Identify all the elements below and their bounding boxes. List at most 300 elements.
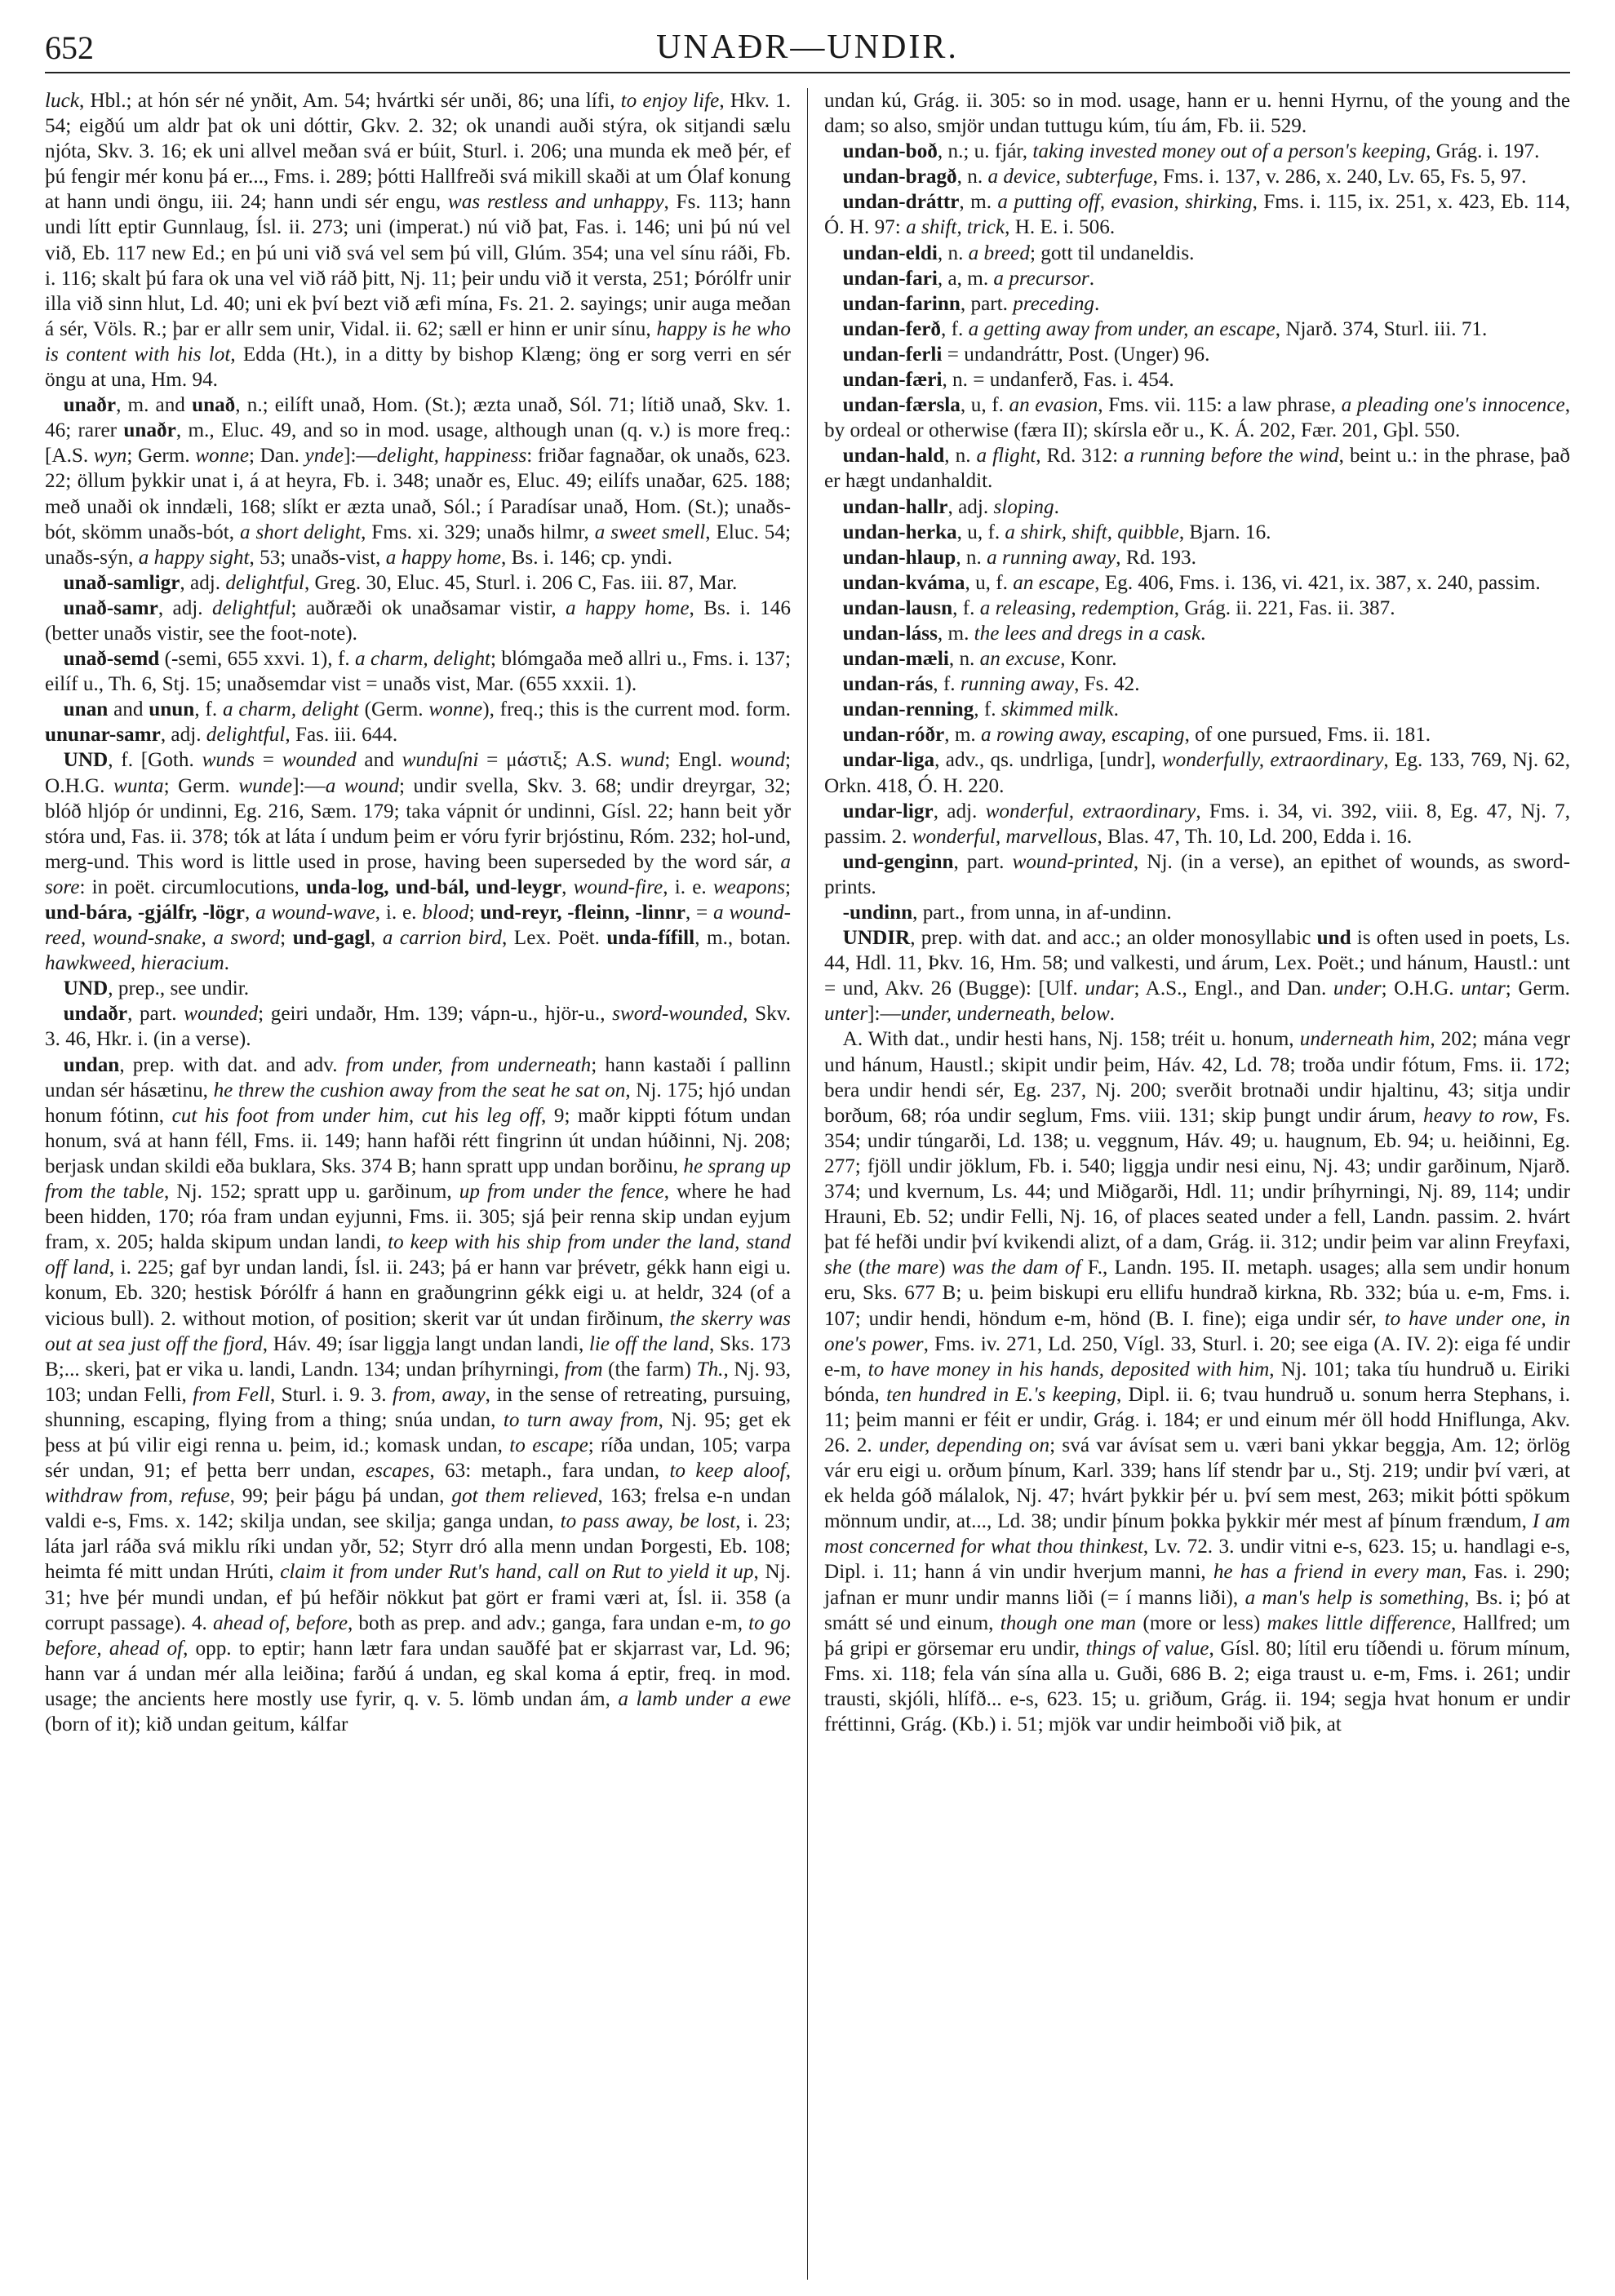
entry-text: , u, f. [965, 571, 1014, 594]
gloss-italic: a shift, trick [906, 216, 1005, 239]
entry-text: , n. = undanferð, Fas. i. 454. [942, 369, 1174, 392]
dictionary-entry [824, 88, 1570, 139]
gloss-italic: I am most concerned for what thou thinkest [824, 1510, 1570, 1558]
entry-text: , where he had been hidden, 170; róa fram undan eyjunni, Fms. ii. 305; sjá þeir renna skip undan eyjum fram, x. 205; halda skipum undan landi, [45, 1181, 791, 1254]
gloss-italic: ynde [304, 445, 344, 468]
headword: UND [63, 749, 109, 772]
entry-text: , Fs. 113; hann undi lítt eptir Gunnlaug, Ísl. ii. 273; uni (imperat.) nú við þat, Fas. i. 146; uni þú nú vel við, Eb. 117 new Ed.; en þú uni við svá vel sem þú vill, Glúm. 354; una vel sínu ráði, Fb. i. 116; skalt þú fara ok una vel við ráð þitt, Nj. 11; þeir undu við it versta, 251; Þórólfr unir illa við sinn hlut, Ld. 40; uni ek því bezt við æfi mína, Fs. 21. 2. sayings; unir auga meðan á sér, Völs. R.; þar er allr sem unir, Vidal. ii. 62; sæll er hinn er unir sínu, [45, 191, 791, 340]
gloss-italic: a charm, delight [355, 648, 491, 671]
entry-text: , n. [948, 648, 980, 671]
gloss-italic: undar [1085, 977, 1134, 1000]
headword: unaðr [123, 419, 176, 442]
gloss-italic: to keep with his ship from under the land, stand off land [45, 1231, 791, 1279]
gloss-italic: wounded [282, 749, 357, 772]
gloss-italic: skimmed milk [1001, 698, 1114, 721]
headword: -undinn [842, 902, 913, 924]
gloss-italic: underneath him [1299, 1028, 1431, 1051]
entry-text: , [244, 902, 256, 924]
gloss-italic: a happy home [566, 596, 690, 619]
headword: undan-kváma [842, 571, 965, 594]
entry-text: , f. [194, 698, 223, 721]
entry-text: , Nj. 93, 103; undan Felli, [45, 1358, 792, 1406]
entry-text: ; Germ. [163, 774, 239, 797]
dictionary-entry [824, 697, 1570, 722]
gloss-italic: hawkweed, hieracium [45, 952, 224, 975]
entry-text: , 63: metaph., fara undan, [429, 1460, 670, 1483]
gloss-italic: from under, from underneath [345, 1053, 592, 1076]
entry-text: , i. 23; láta jarl ráða svá miklu ríki undan yðr, 52; Styrr dró alla menn undan Þorgesti, Eb. 108; heimta fé mitt undan Hrúti, [45, 1510, 792, 1584]
entry-text: ; [280, 927, 293, 950]
entry-text: , part. [960, 292, 1014, 315]
entry-text: , Skv. 3. 46, Hkr. i. (in a verse). [45, 1003, 791, 1051]
entry-text: and [356, 749, 402, 772]
entry-text: , f. [933, 673, 961, 696]
entry-text: , adj. [158, 596, 212, 619]
entry-text: , adj. [180, 571, 226, 594]
entry-text: , adv., qs. undrliga, [undr], [934, 749, 1162, 772]
entry-text: , Fms. xi. 329; unaðs hilmr, [361, 521, 595, 543]
gloss-italic: a flight [976, 445, 1036, 468]
dictionary-entry [45, 747, 791, 976]
page-number: 652 [45, 29, 94, 66]
entry-text: , Fas. i. 290; jafnan er munr undir manns liði (= í manns liði), [824, 1561, 1570, 1609]
entry-text: : friðar fagnaðar, ok unaðs, 623. 22; öllum þykkir unat i, á at heyra, Fb. i. 348; unaðr es, Eluc. 49; eilífs unaðar, 625. 188; með unaði ok inndæli, 168; slíkt er æzta unað, Sól.; í Paradísar unað, Hom. (St.); unaðs-bót, skömm unaðs-bót, [45, 445, 791, 543]
headword: undan-farinn [842, 292, 961, 315]
headword: undaðr [63, 1003, 128, 1026]
entry-text: , Eluc. 54; unaðs-sýn, [45, 521, 791, 569]
gloss-italic: luck [45, 90, 79, 112]
entry-text: ; O.H.G. [45, 749, 791, 797]
entry-text: , n.; eilíft unað, Hom. (St.); æzta unað, Sól. 71; lítið unað, Skv. 1. 46; rarer [45, 394, 791, 442]
entry-text: (born of it); kið undan geitum, kálfar [45, 1713, 348, 1735]
entry-text: , prep. with dat. and acc.; an older monosyllabic [910, 927, 1317, 950]
entry-text: , m. [959, 191, 998, 214]
entry-text: , part. [953, 850, 1013, 873]
gloss-italic: to pass away, be lost [560, 1510, 736, 1533]
headword: undan-ferli [842, 343, 943, 366]
entry-text: , 53; unaðs-vist, [249, 546, 386, 569]
column-divider [807, 88, 808, 2280]
dictionary-entry [824, 849, 1570, 900]
gloss-italic: ten hundred in E.'s keeping [886, 1383, 1116, 1406]
gloss-italic: wonderfully, extraordinary [1161, 749, 1384, 772]
headword: undan-renning [842, 698, 974, 721]
dictionary-entry [824, 747, 1570, 798]
gloss-italic: wounded [184, 1003, 259, 1026]
gloss-italic: to go before, ahead of [45, 1611, 792, 1660]
entry-text: , Fs. 42. [1074, 673, 1140, 696]
gloss-italic: makes little difference [1267, 1611, 1451, 1634]
right-column [808, 88, 1570, 2280]
dictionary-entry [45, 88, 791, 392]
entry-text: (-semi, 655 xxvi. 1), f. [159, 648, 356, 671]
entry-text: ; A.S., Engl., and Dan. [1134, 977, 1333, 1000]
dictionary-entry [824, 367, 1570, 392]
gloss-italic: wonderful, marvellous [912, 825, 1098, 848]
gloss-italic: delight, happiness [376, 445, 527, 468]
entry-text: . [1200, 622, 1206, 645]
entry-text: , of one pursued, Fms. ii. 181. [1184, 724, 1431, 747]
entry-text: , 99; þeir þágu þá undan, [229, 1485, 452, 1508]
headword: UND [63, 977, 109, 1000]
entry-text: . [1089, 267, 1095, 290]
dictionary-entry [824, 570, 1570, 596]
gloss-italic: wonne [428, 698, 483, 721]
entry-text: , Bjarn. 16. [1178, 521, 1271, 543]
gloss-italic: running away [960, 673, 1075, 696]
gloss-italic: a putting off, evasion, shirking [997, 191, 1253, 214]
entry-text: , i. e. [375, 902, 423, 924]
gloss-italic: a wound-wave [255, 902, 375, 924]
entry-text: , Fs. 354; undir túngarði, Ld. 138; u. veggnum, Háv. 49; u. haugnum, Eb. 94; u. heiðinni, Eg. 277; fjöll undir jöklum, Fb. i. 540; liggja undir nesi einu, Nj. 43; undir garðinum, Njarð. 374; und kvernum, Ls. 44; und Miðgarði, Hdl. 11; undir þríhyrningi, Nj. 89, 114; undir Hrauni, Eb. 52; undir Felli, Nj. 16, of places seated under a fell, Landn. passim. 2. hvárt þat fé hefði undir því kvikendi alizt, of a dam, Grág. ii. 312; undir þeim var alinn Freyfaxi, [824, 1104, 1570, 1254]
gloss-italic: blood [422, 902, 469, 924]
entry-text: , m., Eluc. 49, and so in mod. usage, although unan (q. v.) is more freq.: [A.S. [45, 419, 791, 468]
entry-text: ; auðræði ok unaðsamar vistir, [291, 596, 566, 619]
entry-text: , Bs. i. 146; cp. yndi. [501, 546, 672, 569]
gloss-italic: a rowing away, escaping [981, 724, 1185, 747]
entry-text: (Germ. [358, 698, 429, 721]
dictionary-entry [824, 139, 1570, 164]
entry-text: , Fms. i. 115, ix. 251, x. 423, Eb. 114, Ó. H. 97: [824, 191, 1570, 239]
headword: undan-hald [842, 445, 945, 468]
gloss-italic: a running before the wind [1124, 445, 1339, 468]
headword: undan-lausn [842, 596, 953, 619]
gloss-italic: wunds [202, 749, 255, 772]
entry-text: , prep., see undir. [108, 977, 250, 1000]
dictionary-entry [824, 596, 1570, 621]
dictionary-entry [45, 392, 791, 570]
gloss-italic: he threw the cushion away from the seat he sat on [213, 1079, 626, 1101]
entry-text: , a, m. [937, 267, 994, 290]
entry-text: , Sturl. i. 9. 3. [269, 1383, 393, 1406]
dictionary-entry [45, 1053, 791, 1738]
headword: undan [63, 1053, 120, 1076]
entry-text: , Rd. 193. [1116, 546, 1196, 569]
headword: undan-dráttr [842, 191, 960, 214]
dictionary-entry [45, 1001, 791, 1052]
gloss-italic: a wound [325, 774, 399, 797]
dictionary-entry [824, 392, 1570, 443]
entry-text: ; svá var ávísat sem u. væri bani ykkar beggja, Am. 12; örlög vár eru eigi u. orðum þínum, Karl. 339; hans líf stendr þar u., Stj. 219; undir því væri, at ek helda góð málalok, Nj. 47; hvárt þykkir þér u. því sem mest, 263; mikit þótti spökum mönnum undir, at..., Ld. 38; undir þínum þokka þykkir mér mest af þínum frændum, [824, 1434, 1570, 1533]
entry-text: , Konr. [1060, 648, 1117, 671]
entry-text: , Grág. ii. 221, Fas. ii. 387. [1174, 596, 1395, 619]
entry-text: , Lex. Poët. [501, 927, 607, 950]
entry-text: , n. [937, 242, 969, 264]
entry-text: , n. [956, 166, 988, 188]
gloss-italic: cut his foot from under him, cut his leg off [171, 1104, 542, 1127]
headword: undar-liga [842, 749, 935, 772]
entry-text: , n. [956, 546, 987, 569]
entry-text: ]:— [344, 445, 377, 468]
gloss-italic: got them relieved [451, 1485, 598, 1508]
gloss-italic: a breed [968, 242, 1030, 264]
entry-text: , [561, 875, 574, 898]
entry-text: , Eg. 133, 769, Nj. 62, Orkn. 418, Ó. H. 220. [824, 749, 1570, 797]
entry-text: ; Dan. [249, 445, 305, 468]
entry-text: , i. e. [663, 875, 713, 898]
gloss-italic: untar [1461, 977, 1506, 1000]
headword: und-gagl [292, 927, 370, 950]
headword: undan-herka [842, 521, 957, 543]
entry-text: ; Engl. [664, 749, 730, 772]
gloss-italic: to enjoy life [620, 90, 720, 112]
gloss-italic: under, depending on [879, 1434, 1050, 1456]
headword: undan-eldi [842, 242, 938, 264]
entry-text: , Rd. 312: [1036, 445, 1125, 468]
entry-text: , Grág. i. 197. [1426, 140, 1540, 163]
entry-text: ) [938, 1257, 952, 1279]
entry-text: = μάστιξ; A.S. [478, 749, 620, 772]
gloss-italic: a carrion bird [382, 927, 502, 950]
entry-text: = [254, 749, 282, 772]
gloss-italic: a happy sight [138, 546, 250, 569]
gloss-italic: the lees and dregs in a cask [974, 622, 1201, 645]
entry-text: , beint u.: in the phrase, það er hægt undanhaldit. [824, 445, 1570, 493]
gloss-italic: under, underneath, below [900, 1003, 1110, 1026]
entry-text: , = [685, 902, 714, 924]
entry-text: , Hkv. 1. 54; eigðú um aldr þat ok uni dóttir, Gkv. 2. 32; ok unandi auði stýra, ok sitjandi sælu njóta, Skv. 3. 16; ek uni allvel meðan svá er búit, Sturl. i. 206; una munda ek með þér, ef þú fengir mér konu þá er..., Fms. i. 289; þótti Hallfreði svá mikill skaði at um Ólaf konung at hann undi öngu, iii. 24; hann undi sér engu, [45, 90, 791, 214]
dictionary-entry [824, 291, 1570, 317]
gloss-italic: claim it from under Rut's hand, call on Rut to yield it up [280, 1561, 754, 1584]
dictionary-entry [45, 646, 791, 697]
headword: undan-fari [842, 267, 938, 290]
entry-text: , m. [937, 622, 974, 645]
entry-text: , m. and [116, 394, 193, 417]
entry-text: , 202; mána vegr und hánum, Haustl.; skipit undir þeim, Háv. 42, Ld. 78; troða undir fótum, Fms. ii. 172; bera undir hendi sér, Eg. 237, Nj. 200; sverðit brotnaði undir hjaltinu, 43; sitja undir borðum, 68; róa undir seglum, Fms. viii. 131; skip þungt undir árum, [824, 1028, 1570, 1127]
entry-text: , Fms. i. 34, vi. 392, viii. 8, Eg. 47, Nj. 7, passim. 2. [824, 800, 1570, 848]
entry-text: is often used in poets, Ls. 44, Hdl. 11, Þkv. 16, Hm. 58; und valkesti, und árum, Lex. Poët.; und hánum, Haustl.: unt = und, Akv. 26 (Bugge): [Ulf. [824, 927, 1570, 1000]
gloss-italic: a shirk, shift, quibble [1005, 521, 1179, 543]
headword: und-bára, -gjálfr, -lögr [45, 902, 245, 924]
dictionary-entry [824, 189, 1570, 240]
dictionary-entry [824, 1026, 1570, 1737]
entry-text: , n. [944, 445, 977, 468]
headword: und-reyr, -fleinn, -linnr [480, 902, 685, 924]
gloss-italic: an evasion [1009, 394, 1098, 417]
gloss-italic: to have under one, in one's power [824, 1307, 1570, 1355]
gloss-italic: ahead of, before [212, 1611, 348, 1634]
gloss-italic: wunta [113, 774, 164, 797]
entry-text: , Fms. iv. 271, Ld. 250, Vígl. 33, Sturl. i. 20; see eiga (A. IV. 2): eiga fé undir e-m, [824, 1332, 1570, 1381]
entry-text: ), freq.; this is the current mod. form. [482, 698, 791, 721]
gloss-italic: wound [730, 749, 785, 772]
entry-text: , f. [952, 596, 980, 619]
entry-text: , Fms. i. 137, v. 286, x. 240, Lv. 65, Fs. 5, 97. [1152, 166, 1527, 188]
gloss-italic: things of value [1085, 1637, 1209, 1660]
gloss-italic: a lamb under a ewe [618, 1687, 791, 1710]
entry-text: , Hallfred; um þá gripi er görsemar eru undir, [824, 1611, 1570, 1660]
headword: unað-samr [63, 596, 158, 619]
gloss-italic: to turn away from [503, 1408, 659, 1431]
gloss-italic: heavy to row [1423, 1104, 1533, 1127]
gloss-italic: a running away [987, 546, 1116, 569]
entry-text: , opp. to eptir; hann lætr fara undan sauðfé þat er skjarrast var, Ld. 96; hann var á undan mér alla leiðina; farðú á undan, eg skal koma á eptir, freq. in mod. usage; the ancients here mostly use fyrir, q. v. 5. lömb undan ám, [45, 1637, 791, 1710]
gloss-italic: to have money in his hands, deposited with him [867, 1358, 1270, 1381]
headword: undan-róðr [842, 724, 945, 747]
gloss-italic: a wound-reed, wound-snake, a sword [45, 902, 792, 950]
gloss-italic: a precursor [993, 267, 1089, 290]
dictionary-entry [824, 925, 1570, 1026]
entry-text: , u, f. [956, 521, 1005, 543]
gloss-italic: was restless and unhappy [447, 191, 664, 214]
gloss-italic: wonderful, extraordinary [985, 800, 1196, 822]
gloss-italic: weapons [712, 875, 786, 898]
entry-text: , H. E. i. 506. [1005, 216, 1116, 239]
dictionary-entry [45, 976, 791, 1001]
page-header [45, 23, 1570, 73]
entry-text: , Nj. 101; taka tíu hundruð u. Eiriki bónda, [824, 1358, 1570, 1406]
entry-text: ( [851, 1257, 866, 1279]
gloss-italic: Th. [696, 1358, 724, 1381]
gloss-italic: preceding [1013, 292, 1095, 315]
gloss-italic: she [824, 1257, 852, 1279]
headword: undan-láss [842, 622, 938, 645]
gloss-italic: up from under the fence [459, 1181, 664, 1203]
dictionary-entry [824, 317, 1570, 342]
entry-text: ; hann kastaði í pallinn undan sér hásætinu, [45, 1053, 791, 1101]
entry-text: A. With dat., undir hesti hans, Nj. 158; tréit u. honum, [842, 1028, 1300, 1051]
gloss-italic: delightful [225, 571, 304, 594]
entry-text: , Bs. i; þó at smátt sé und einum, [824, 1586, 1570, 1634]
gloss-italic: wunde [238, 774, 293, 797]
entry-text: , Edda (Ht.), in a ditty by bishop Klæng; öng er sorg verri en sér öngu at una, Hm. 94. [45, 343, 791, 392]
dictionary-entry [45, 697, 791, 747]
dictionary-entry [824, 443, 1570, 494]
headword: unað [192, 394, 236, 417]
gloss-italic: a device, subterfuge [987, 166, 1153, 188]
entry-text: , prep. with dat. and adv. [119, 1053, 346, 1076]
entry-text: , by ordeal or otherwise (færa II); skírsla eðr u., K. Á. 202, Fær. 201, Gþl. 550. [824, 394, 1570, 442]
gloss-italic: wound-printed [1012, 850, 1134, 873]
gloss-italic: escapes [365, 1460, 430, 1483]
entry-text: , both as prep. and adv.; ganga, fara undan e-m, [348, 1611, 749, 1634]
gloss-italic: the skerry was out at sea just off the fjord [45, 1307, 791, 1355]
headword: und [1316, 927, 1351, 950]
gloss-italic: unter [824, 1003, 868, 1026]
dictionary-entry [824, 900, 1570, 925]
gloss-italic: a short delight [239, 521, 362, 543]
headword: unað-samligr [63, 571, 180, 594]
headword: unda-fífill [606, 927, 695, 950]
gloss-italic: wyn [93, 445, 127, 468]
entry-text: , Lv. 72. 3. undir vitni e-s, 623. 15; u. handlagi e-s, Dipl. i. 11; hann á vin undir hverjum manni, [824, 1536, 1570, 1584]
gloss-italic: though one man [1000, 1611, 1137, 1634]
gloss-italic: from, away [393, 1383, 486, 1406]
entry-text: , Blas. 47, Th. 10, Ld. 200, Edda i. 16. [1097, 825, 1413, 848]
gloss-italic: a man's help is something [1245, 1586, 1464, 1609]
entry-text: undan kú, Grág. ii. 305: so in mod. usage, hann er u. henni Hyrnu, of the young and the dam; so also, smjör undan tuttugu kúm, tíu ám, Fb. ii. 529. [824, 90, 1570, 138]
entry-text: (more or less) [1136, 1611, 1267, 1634]
dictionary-entry [824, 646, 1570, 672]
entry-text: , Nj. (in a verse), an epithet of wounds, as sword-prints. [824, 850, 1570, 898]
left-column [45, 88, 807, 2280]
entry-text: , n.; u. fjár, [937, 140, 1033, 163]
headword: undan-mæli [842, 648, 949, 671]
gloss-italic: sword-wounded [612, 1003, 743, 1026]
headword: undan-hlaup [842, 546, 956, 569]
gloss-italic: to keep aloof, withdraw from, refuse [45, 1460, 791, 1508]
dictionary-columns [45, 88, 1570, 2280]
entry-text: , f. [941, 317, 969, 340]
entry-text: , part., from unna, in af-undinn. [912, 902, 1172, 924]
gloss-italic: lie off the land [588, 1332, 710, 1355]
gloss-italic: under [1333, 977, 1382, 1000]
entry-text: , adj. [947, 495, 994, 518]
headword: unaðr [63, 394, 117, 417]
gloss-italic: a happy home [385, 546, 501, 569]
entry-text: , m., botan. [694, 927, 791, 950]
entry-text: = undandráttr, Post. (Unger) 96. [942, 343, 1210, 366]
entry-text: , adj. [933, 800, 986, 822]
gloss-italic: delightful [206, 724, 286, 747]
dictionary-entry [824, 342, 1570, 367]
entry-text: . [1113, 698, 1119, 721]
gloss-italic: an excuse [979, 648, 1061, 671]
entry-text: , Hbl.; at hón sér né ynðit, Am. 54; hvártki sér unði, 86; una lífi, [78, 90, 621, 112]
dictionary-entry [824, 241, 1570, 266]
dictionary-entry [824, 266, 1570, 291]
entry-text: : in poët. circumlocutions, [79, 875, 307, 898]
entry-text: , Nj. 95; get ek þess at þú vilir eigi renna u. þeim, id.; komask undan, [45, 1408, 791, 1456]
entry-text: , Nj. 152; spratt upp u. garðinum, [164, 1181, 459, 1203]
gloss-italic: from [564, 1358, 603, 1381]
gloss-italic: a sore [45, 850, 791, 898]
entry-text: , m. [944, 724, 982, 747]
gloss-italic: taking invested money out of a person's keeping [1032, 140, 1426, 163]
entry-text: ; O.H.G. [1381, 977, 1462, 1000]
entry-text: , Gísl. 80; lítil eru tíðendi u. förum mínum, Fms. xi. 118; fela ván sína alla u. Guði, 686 B. 2; eiga traust u. e-m, Fms. i. 261; undir trausti, skjóli, hlífð... e-s, 623. 15; u. griðum, Grág. ii. 194; segja hvat honum er undir fréttinni, Grág. (Kb.) i. 51; mjök var undir heimboði við þik, at [824, 1637, 1570, 1735]
headword: undan-boð [842, 140, 938, 163]
dictionary-entry [824, 799, 1570, 849]
entry-text: , Nj. 31; hve þér mundi undan, ef þú hefðir nökkut þat gört er frami væri at, Ísl. ii. 358 (a corrupt passage). 4. [45, 1561, 791, 1634]
entry-text: ; Germ. [1505, 977, 1570, 1000]
gloss-italic: wound-fire [573, 875, 663, 898]
gloss-italic: a releasing, redemption [979, 596, 1174, 619]
dictionary-entry [824, 494, 1570, 520]
entry-text: , [370, 927, 383, 950]
dictionary-entry [824, 164, 1570, 189]
gloss-italic: a getting away from under, an escape [968, 317, 1276, 340]
entry-text: , f. [974, 698, 1001, 721]
gloss-italic: sloping [993, 495, 1054, 518]
headword: unað-semd [63, 648, 160, 671]
headword: undan-rás [842, 673, 934, 696]
gloss-italic: wund [619, 749, 665, 772]
running-head: UNAÐR—UNDIR. [656, 29, 959, 66]
dictionary-entry [45, 570, 791, 596]
headword: UNDIR [842, 927, 911, 950]
headword: undan-færi [842, 369, 943, 392]
dictionary-entry [824, 672, 1570, 697]
entry-text: ]:— [867, 1003, 901, 1026]
gloss-italic: wonne [195, 445, 250, 468]
entry-text: , u, f. [960, 394, 1009, 417]
gloss-italic: a pleading one's innocence [1341, 394, 1565, 417]
gloss-italic: an escape [1013, 571, 1095, 594]
entry-text: ]:— [292, 774, 326, 797]
dictionary-entry [824, 722, 1570, 747]
entry-text: . [224, 952, 229, 975]
dictionary-entry [824, 621, 1570, 646]
entry-text: , Fms. vii. 115: a law phrase, [1098, 394, 1342, 417]
entry-text: , adj. [160, 724, 206, 747]
gloss-italic: wunduſni [402, 749, 479, 772]
entry-text: , part. [127, 1003, 184, 1026]
entry-text: ; geiri undaðr, Hm. 139; vápn-u., hjör-u., [258, 1003, 613, 1026]
entry-text: . [1094, 292, 1100, 315]
entry-text: , 163; frelsa e-n undan valdi e-s, Fms. x. 142; skilja undan, see skilja; ganga undan, [45, 1485, 791, 1533]
entry-text: ; [785, 875, 792, 898]
